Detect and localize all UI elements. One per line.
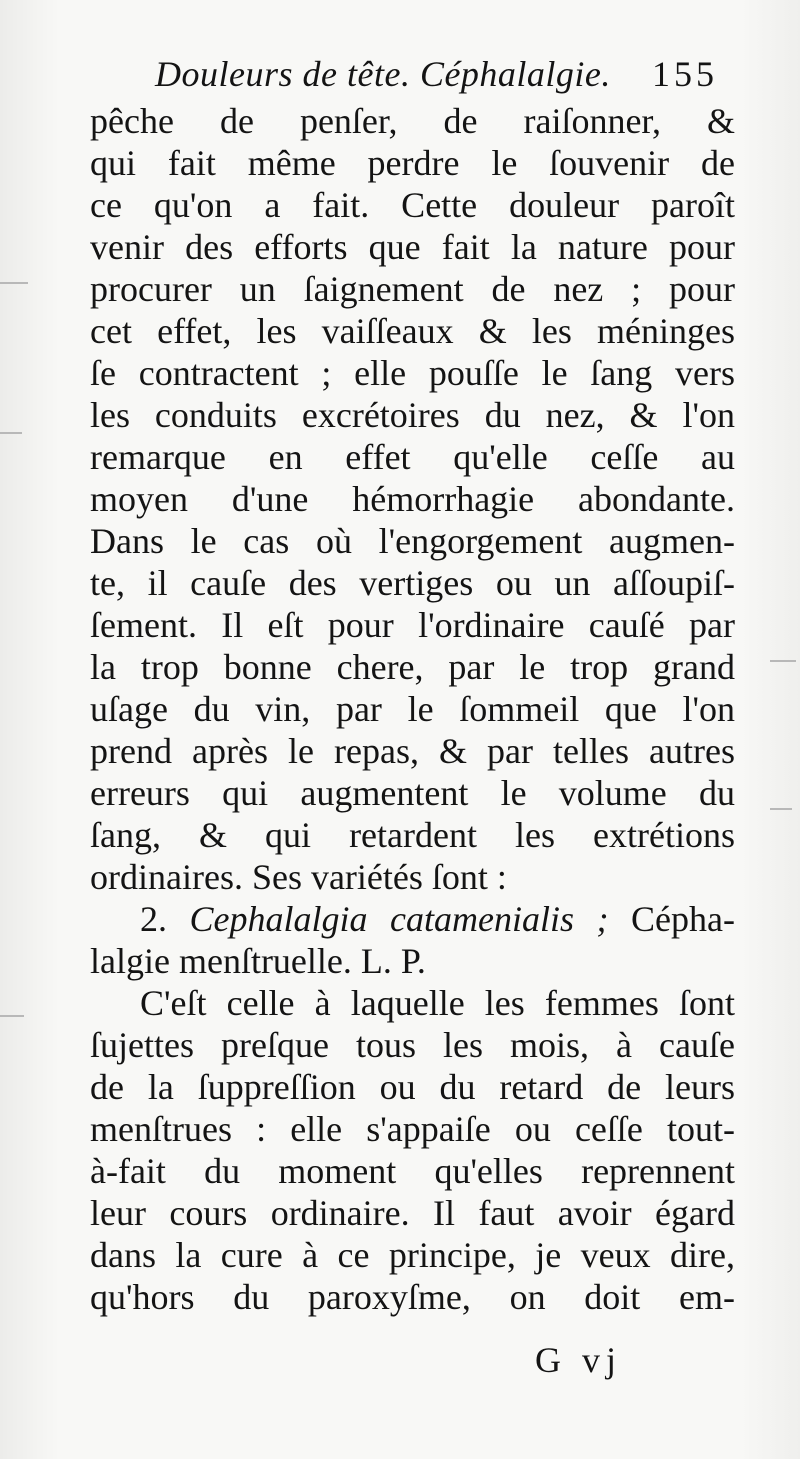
text-line: uſage du vin, par le ſommeil que l'on: [90, 689, 735, 729]
text-line: pêche de penſer, de raiſonner, &: [90, 101, 735, 141]
text-line: à-fait du moment qu'elles reprennent: [90, 1151, 735, 1191]
edge-mark: [0, 1015, 24, 1017]
edge-mark: [770, 660, 796, 662]
text-line: Dans le cas où l'engorgement augmen-: [90, 521, 735, 561]
body-text: [90, 100, 735, 1318]
text-line: ce qu'on a fait. Cette douleur paroît: [90, 185, 735, 225]
text-line: menſtrues : elle s'appaiſe ou ceſſe tout-: [90, 1109, 735, 1149]
text-line: de la ſuppreſſion ou du retard de leurs: [90, 1067, 735, 1107]
text-line: ſujettes preſque tous les mois, à cauſe: [90, 1025, 735, 1065]
running-title: Douleurs de tête. Céphalalgie.: [155, 54, 611, 94]
text-line: C'eſt celle à laquelle les femmes ſont: [140, 983, 735, 1023]
text-line: ordinaires. Ses variétés ſont :: [90, 857, 507, 897]
text-line: remarque en effet qu'elle ceſſe au: [90, 437, 735, 477]
text-line: cet effet, les vaiſſeaux & les méninges: [90, 311, 735, 351]
edge-mark: [0, 432, 22, 434]
variety-heading-continued: lalgie menſtruelle. L. P.: [90, 941, 426, 981]
text-line: dans la cure à ce principe, je veux dire,: [90, 1235, 735, 1275]
variety-latin-name: Cephalalgia catamenialis ;: [189, 899, 609, 939]
text-line: leur cours ordinaire. Il faut avoir égard: [90, 1193, 735, 1233]
text-line: procurer un ſaignement de nez ; pour: [90, 269, 735, 309]
text-line: ſement. Il eſt pour l'ordinaire cauſé par: [90, 605, 735, 645]
text-line: qu'hors du paroxyſme, on doit em-: [90, 1277, 735, 1317]
variety-number: 2.: [140, 899, 167, 939]
edge-mark: [0, 282, 28, 284]
variety-french-name: Cépha-: [631, 899, 735, 939]
text-line: les conduits excrétoires du nez, & l'on: [90, 395, 735, 435]
text-line: venir des efforts que fait la nature pour: [90, 227, 735, 267]
text-line: qui fait même perdre le ſouvenir de: [90, 143, 735, 183]
text-line: moyen d'une hémorrhagie abondante.: [90, 479, 735, 519]
signature-mark: G vj: [535, 1340, 622, 1380]
text-line: erreurs qui augmentent le volume du: [90, 773, 735, 813]
page-number: 155: [652, 54, 718, 94]
text-line: te, il cauſe des vertiges ou un aſſoupiſ-: [90, 563, 735, 603]
text-line: prend après le repas, & par telles autres: [90, 731, 735, 771]
running-header: [0, 52, 800, 96]
text-line: ſang, & qui retardent les extrétions: [90, 815, 735, 855]
text-line: ſe contractent ; elle pouſſe le ſang vers: [90, 353, 735, 393]
text-line: la trop bonne chere, par le trop grand: [90, 647, 735, 687]
variety-heading: [90, 898, 735, 940]
edge-mark: [770, 808, 792, 810]
